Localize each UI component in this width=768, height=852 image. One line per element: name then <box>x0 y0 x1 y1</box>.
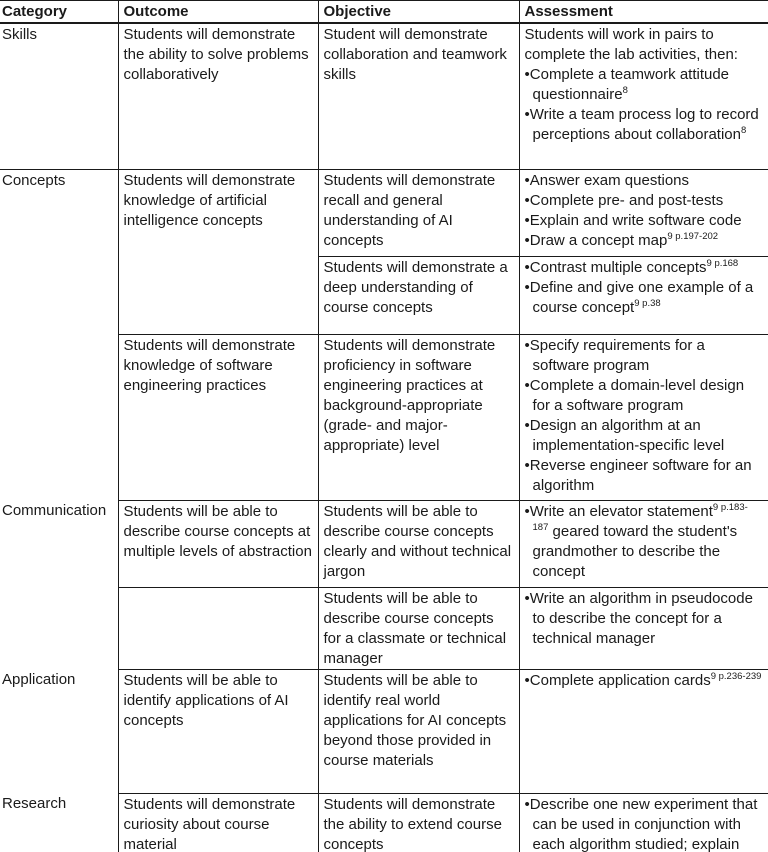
bullet-item: • Describe one new experiment that can be used in conjunction with each algorithm studied; explain <box>525 795 764 852</box>
cell-concepts-se-outcome: Students will demonstrate knowledge of software engineering practices <box>118 334 318 500</box>
cell-skills-assessment <box>519 23 768 169</box>
cell-communication-classmate-objective: Students will be able to describe course concepts for a classmate or technical manager <box>318 587 519 669</box>
cell-research-objective: Students will demonstrate the ability to extend course concepts <box>318 793 519 852</box>
cell-communication-clear-objective: Students will be able to describe course concepts clearly and without technical jargon <box>318 500 519 587</box>
table-row <box>0 669 768 793</box>
table-row <box>0 169 768 256</box>
cell-concepts-se-objective: Students will demonstrate proficiency in software engineering practices at background-appropriate (grade- and major-appropriate) level <box>318 334 519 500</box>
cell-communication-classmate-assessment <box>519 587 768 669</box>
bullet-item: • Explain and write software code <box>525 211 764 231</box>
cell-application-assessment <box>519 669 768 793</box>
header-category: Category <box>0 1 118 24</box>
table-row <box>0 500 768 587</box>
cell-concepts-ai-objective: Students will demonstrate recall and general understanding of AI concepts <box>318 169 519 256</box>
bullet-item: • Draw a concept map$^{9 p.197-202}$ <box>525 231 764 251</box>
bullet-item: • Contrast multiple concepts$^{9 p.168}$ <box>525 258 764 278</box>
cell-research-outcome: Students will demonstrate curiosity about course material <box>118 793 318 852</box>
header-outcome: Outcome <box>118 1 318 24</box>
bullet-item: • Write an algorithm in pseudocode to describe the concept for a technical manager <box>525 589 764 649</box>
cell-application-outcome: Students will be able to identify applications of AI concepts <box>118 669 318 793</box>
bullet-item: • Complete pre- and post-tests <box>525 191 764 211</box>
cell-communication-clear-assessment <box>519 500 768 587</box>
bullet-item: • Complete a teamwork attitude questionnaire$^8$ <box>525 65 764 105</box>
cell-concepts-deep-objective: Students will demonstrate a deep understanding of course concepts <box>318 256 519 334</box>
cell-communication-classmate-outcome <box>118 587 318 669</box>
header-row <box>0 1 768 24</box>
bullet-item: • Write a team process log to record perceptions about collaboration$^8$ <box>525 105 764 145</box>
bullet-item: • Complete application cards$^{9 p.236-239}$ <box>525 671 764 691</box>
cell-concepts-se-assessment <box>519 334 768 500</box>
header-objective: Objective <box>318 1 519 24</box>
cell-category-application: Application <box>2 671 76 688</box>
table-row <box>0 23 768 169</box>
header-assessment: Assessment <box>519 1 768 24</box>
cell-paragraph: Students will work in pairs to complete the lab activities, then: <box>524 26 738 63</box>
cell-category-concepts: Concepts <box>0 169 118 500</box>
table-row <box>0 793 768 852</box>
bullet-item: • Answer exam questions <box>525 171 764 191</box>
bullet-item: • Define and give one example of a course concept$^{9 p.38}$ <box>525 278 764 318</box>
cell-research-assessment <box>519 793 768 852</box>
cell-category-research: Research <box>2 795 67 812</box>
cell-category-communication: Communication <box>2 502 107 519</box>
bullet-item: • Complete a domain-level design for a software program <box>525 376 764 416</box>
bullet-item: • Write an elevator statement$^{9 p.183-187}$ geared toward the student's grandmother to describe the concept <box>525 502 764 582</box>
cell-communication-clear-outcome: Students will be able to describe course concepts at multiple levels of abstraction <box>118 500 318 587</box>
cell-concepts-deep-assessment <box>519 256 768 334</box>
bullet-item: • Reverse engineer software for an algorithm <box>525 456 764 496</box>
bullet-item: • Specify requirements for a software program <box>525 336 764 376</box>
cell-skills-objective: Student will demonstrate collaboration and teamwork skills <box>318 23 519 169</box>
cell-concepts-ai-assessment <box>519 169 768 256</box>
cell-concepts-ai-outcome: Students will demonstrate knowledge of artificial intelligence concepts <box>118 169 318 334</box>
cell-category-skills: Skills <box>2 26 38 43</box>
cell-application-objective: Students will be able to identify real world applications for AI concepts beyond those provided in course materials <box>318 669 519 793</box>
bullet-item: • Design an algorithm at an implementation-specific level <box>525 416 764 456</box>
cell-skills-outcome: Students will demonstrate the ability to solve problems collaboratively <box>118 23 318 169</box>
